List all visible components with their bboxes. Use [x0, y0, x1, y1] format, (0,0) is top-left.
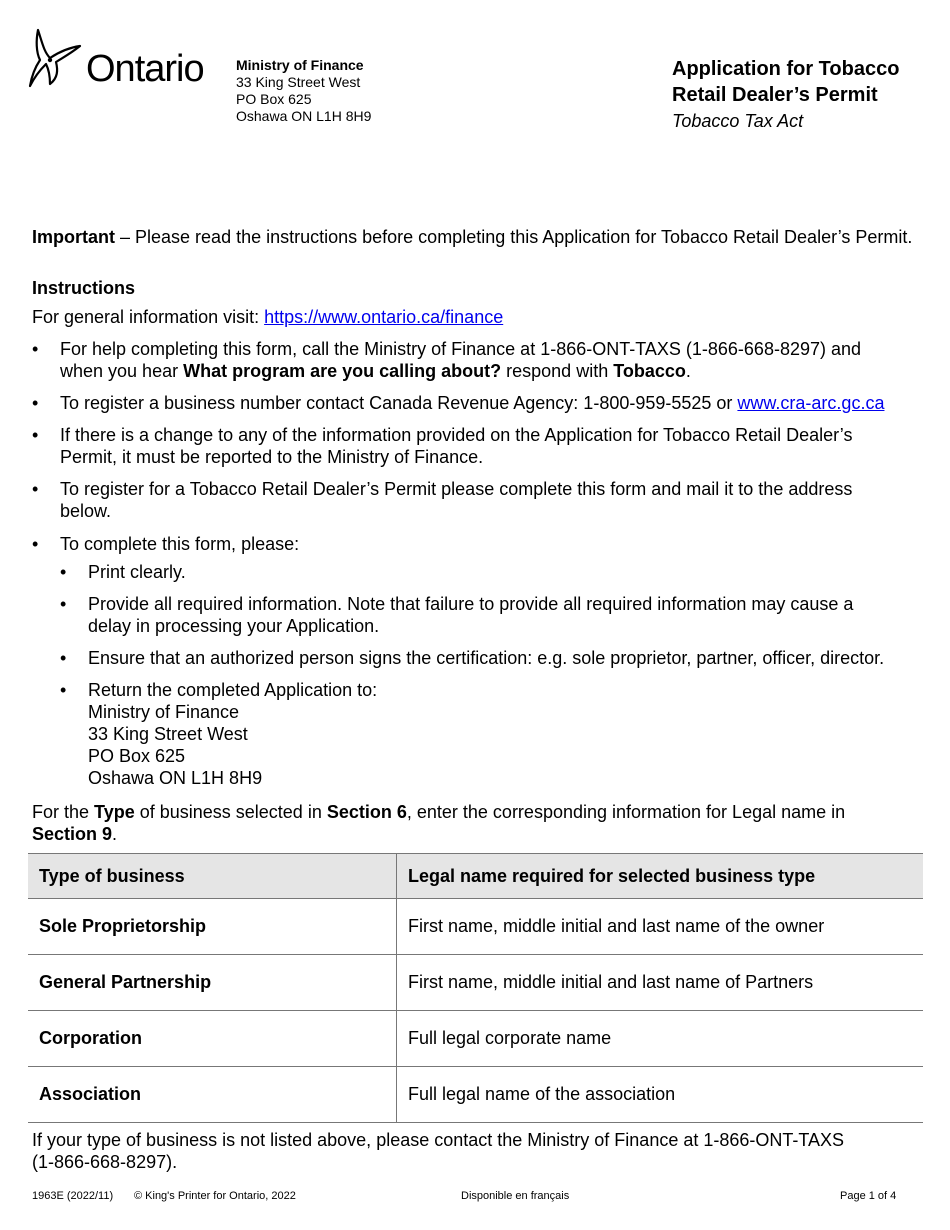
bullet-marker: • — [60, 680, 67, 700]
table-header-legal-name: Legal name required for selected business type — [397, 854, 924, 899]
help-end: . — [685, 361, 691, 381]
sub-bullet-provide — [60, 593, 920, 637]
ministry-po-box: PO Box 625 — [236, 91, 312, 107]
bullet-register-bn — [32, 392, 922, 414]
sub-provide-line-2: delay in processing your Application. — [88, 616, 380, 636]
type-note-bold: Section 9 — [32, 824, 113, 844]
title-line-2: Retail Dealer’s Permit — [672, 84, 878, 106]
help-prefix: when you hear — [60, 361, 184, 381]
type-note-part: of business selected in — [134, 802, 327, 822]
register-permit-line-1: To register for a Tobacco Retail Dealer’s Permit please complete this form and mail it to the address — [60, 479, 853, 499]
bullet-marker: • — [60, 562, 67, 582]
general-info — [32, 306, 922, 328]
help-line-2 — [60, 360, 920, 382]
help-mid: respond with — [501, 361, 614, 381]
form-title — [672, 56, 899, 134]
table-row — [28, 899, 923, 955]
sub-print-text: Print clearly. — [88, 562, 186, 582]
type-note-part: . — [112, 824, 118, 844]
bullet-marker: • — [60, 594, 67, 614]
table-cell-type: Sole Proprietorship — [28, 899, 397, 955]
bullet-complete-form — [32, 533, 922, 555]
type-note-part: , enter the corresponding information for Legal name in — [406, 802, 846, 822]
table-row — [28, 1067, 923, 1123]
table-cell-legal-name: Full legal name of the association — [397, 1067, 924, 1123]
register-bn-text: To register a business number contact Canada Revenue Agency: 1-800-959-5525 or — [60, 393, 738, 413]
form-number: 1963E (2022/11) — [32, 1190, 114, 1202]
table-cell-legal-name: Full legal corporate name — [397, 1011, 924, 1067]
page-number: Page 1 of 4 — [840, 1190, 897, 1202]
table-cell-type: Association — [28, 1067, 397, 1123]
sub-bullet-print — [60, 561, 920, 583]
not-listed-line-2: (1-866-668-8297). — [32, 1152, 178, 1172]
sub-return-text: Return the completed Application to: — [88, 680, 378, 700]
return-address-street: 33 King Street West — [88, 724, 248, 744]
bullet-marker: • — [32, 393, 39, 413]
help-line-1: For help completing this form, call the Ministry of Finance at 1-866-ONT-TAXS (1-866-668-8297) and — [60, 339, 862, 359]
title-act: Tobacco Tax Act — [672, 111, 804, 131]
table-cell-type: Corporation — [28, 1011, 397, 1067]
table-row — [28, 955, 923, 1011]
bullet-marker: • — [32, 479, 39, 499]
type-note-bold: Section 6 — [326, 802, 407, 822]
sub-ensure-text: Ensure that an authorized person signs the certification: e.g. sole proprietor, partner, officer, director. — [88, 648, 885, 668]
return-address-name: Ministry of Finance — [88, 702, 240, 722]
bullet-help — [32, 338, 922, 382]
type-note-bold: Type — [94, 802, 135, 822]
ministry-address-block — [236, 57, 371, 125]
table-cell-legal-name: First name, middle initial and last name of the owner — [397, 899, 924, 955]
bullet-marker: • — [32, 534, 39, 554]
sub-bullet-return — [60, 679, 920, 791]
register-permit-line-2: below. — [60, 501, 112, 521]
ministry-name: Ministry of Finance — [236, 57, 364, 73]
important-notice — [32, 226, 922, 248]
cra-link[interactable]: www.cra-arc.gc.ca — [737, 393, 885, 413]
bullet-change — [32, 424, 922, 468]
table-row — [28, 1011, 923, 1067]
change-line-1: If there is a change to any of the information provided on the Application for Tobacco Retail Dealer’s — [60, 425, 853, 445]
help-prompt: What program are you calling about? — [183, 361, 502, 381]
type-note — [32, 801, 922, 845]
table-cell-legal-name: First name, middle initial and last name of Partners — [397, 955, 924, 1011]
business-type-table — [28, 853, 923, 1123]
ministry-street: 33 King Street West — [236, 74, 361, 90]
ontario-wordmark: Ontario — [86, 48, 204, 90]
help-keyword: Tobacco — [613, 361, 686, 381]
sub-bullet-ensure — [60, 647, 930, 669]
not-listed-note — [32, 1129, 922, 1173]
trillium-icon — [28, 28, 88, 90]
ontario-logo — [28, 28, 208, 90]
type-note-part: For the — [32, 802, 95, 822]
bullet-register-permit — [32, 478, 922, 522]
important-text: – Please read the instructions before completing this Application for Tobacco Retail Dealer’s Permit. — [115, 227, 913, 247]
title-line-1: Application for Tobacco — [672, 58, 900, 80]
return-address-city: Oshawa ON L1H 8H9 — [88, 768, 263, 788]
french-available: Disponible en français — [461, 1190, 570, 1202]
instructions-heading: Instructions — [32, 278, 136, 298]
important-label: Important — [32, 227, 115, 247]
table-header-row — [28, 854, 923, 899]
bullet-marker: • — [32, 339, 39, 359]
change-line-2: Permit, it must be reported to the Ministry of Finance. — [60, 447, 484, 467]
ontario-finance-link[interactable]: https://www.ontario.ca/finance — [264, 307, 504, 327]
complete-intro: To complete this form, please: — [60, 534, 300, 554]
ministry-city: Oshawa ON L1H 8H9 — [236, 108, 372, 124]
table-header-type: Type of business — [28, 854, 397, 899]
bullet-marker: • — [60, 648, 67, 668]
table-cell-type: General Partnership — [28, 955, 397, 1011]
sub-provide-line-1: Provide all required information. Note that failure to provide all required information may cause a — [88, 594, 854, 614]
general-info-label: For general information visit: — [32, 307, 265, 327]
not-listed-line-1: If your type of business is not listed above, please contact the Ministry of Finance at 1-866-ONT-TAXS — [32, 1130, 845, 1150]
copyright: © King's Printer for Ontario, 2022 — [134, 1190, 296, 1202]
bullet-marker: • — [32, 425, 39, 445]
return-address-po-box: PO Box 625 — [88, 746, 186, 766]
